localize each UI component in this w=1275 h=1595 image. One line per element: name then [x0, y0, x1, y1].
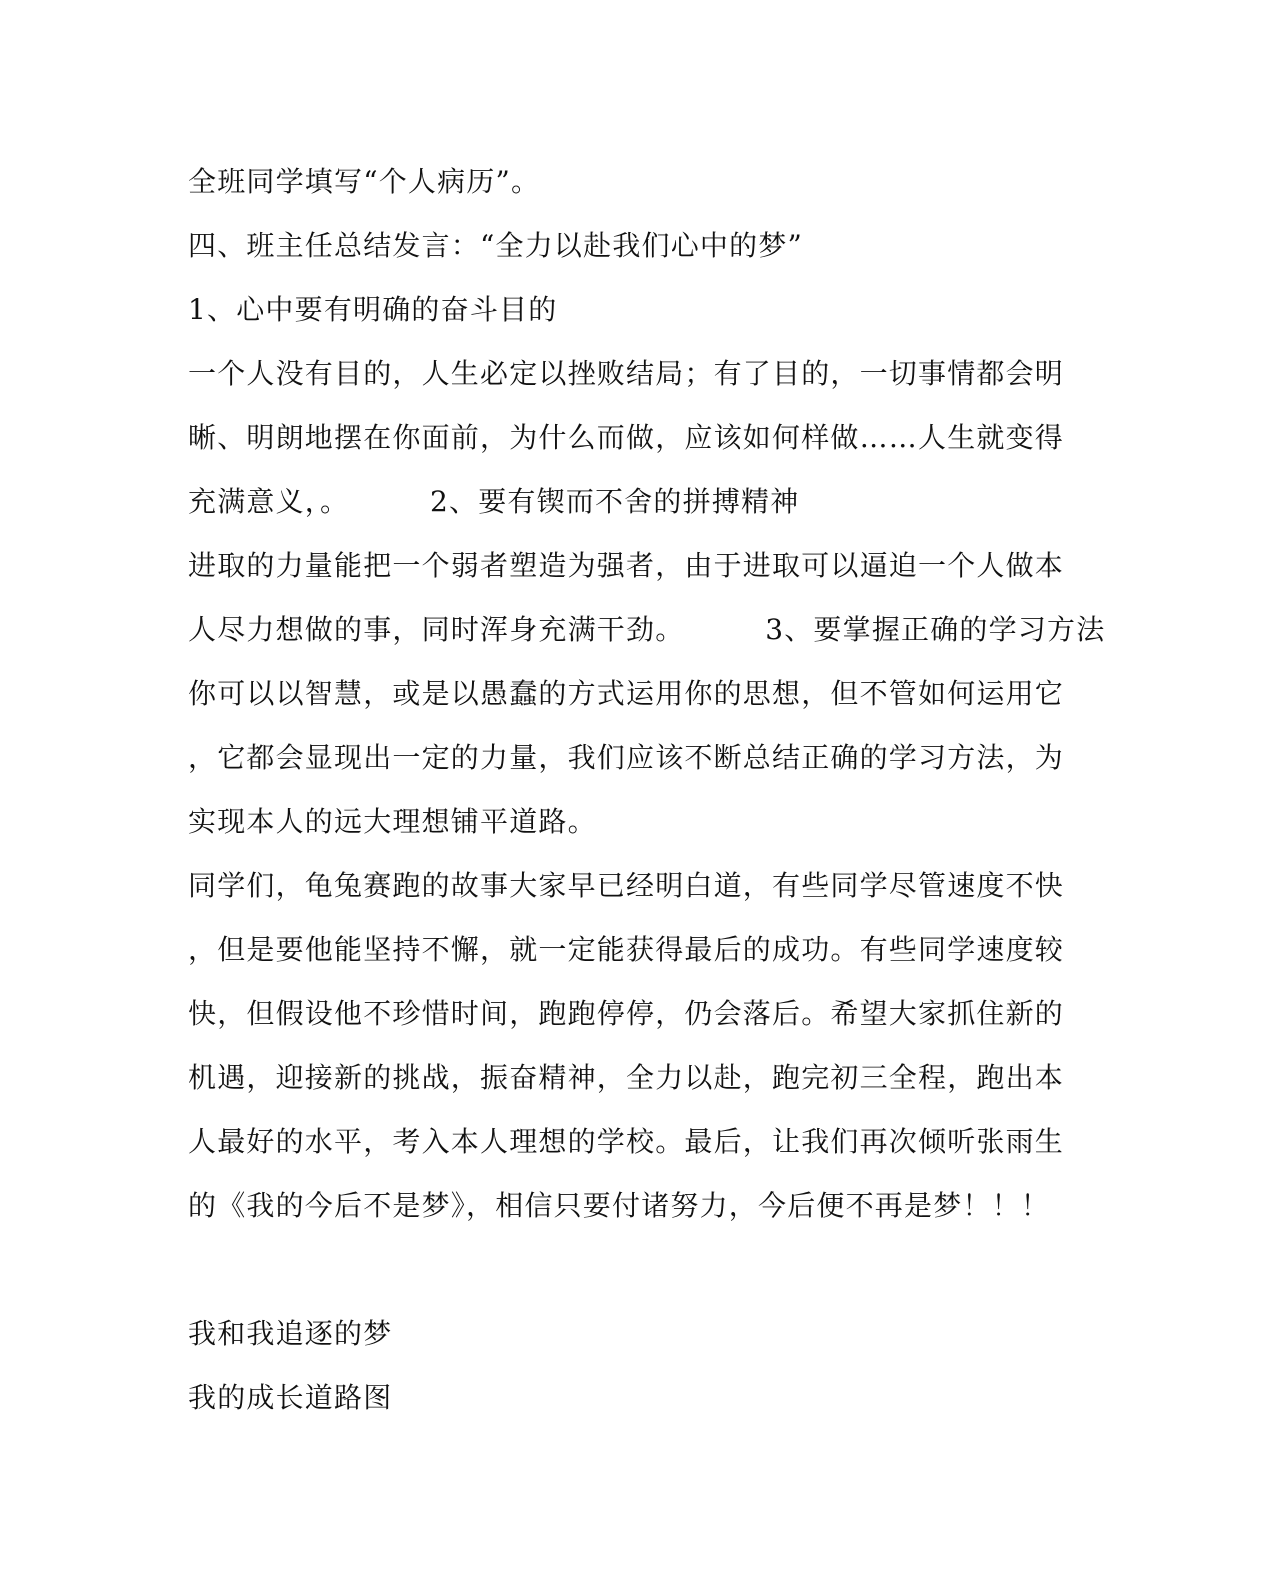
title-line: 我的成长道路图 — [188, 1381, 393, 1414]
text-line: 晰、明朗地摆在你面前，为什么而做，应该如何样做……人生就变得 — [188, 421, 1065, 454]
text-line: 同学们，龟兔赛跑的故事大家早已经明白道，有些同学尽管速度不快 — [188, 869, 1065, 902]
text-line: 人尽力想做的事，同时浑身充满干劲。 3、要掌握正确的学习方法 — [188, 613, 1106, 646]
text-line: 人最好的水平，考入本人理想的学校。最后，让我们再次倾听张雨生 — [188, 1125, 1065, 1158]
text-line: ，但是要他能坚持不懈，就一定能获得最后的成功。有些同学速度较 — [188, 933, 1065, 966]
text-line: 全班同学填写“个人病历”。 — [188, 165, 541, 198]
section-heading: 四、班主任总结发言：“全力以赴我们心中的梦” — [188, 229, 804, 262]
title-line: 我和我追逐的梦 — [188, 1317, 393, 1350]
text-line: 机遇，迎接新的挑战，振奋精神，全力以赴，跑完初三全程，跑出本 — [188, 1061, 1065, 1094]
text-line: 进取的力量能把一个弱者塑造为强者，由于进取可以逼迫一个人做本 — [188, 549, 1065, 582]
text-line: 实现本人的远大理想铺平道路。 — [188, 805, 597, 838]
text-line: 你可以以智慧，或是以愚蠢的方式运用你的思想，但不管如何运用它 — [188, 677, 1065, 710]
text-line: 一个人没有目的，人生必定以挫败结局；有了目的，一切事情都会明 — [188, 357, 1065, 390]
text-line: 快，但假设他不珍惜时间，跑跑停停，仍会落后。希望大家抓住新的 — [188, 997, 1065, 1030]
subheading: 1、心中要有明确的奋斗目的 — [188, 293, 558, 326]
text-line: ，它都会显现出一定的力量，我们应该不断总结正确的学习方法，为 — [188, 741, 1065, 774]
text-line: 充满意义，。 2、要有锲而不舍的拼搏精神 — [188, 485, 800, 518]
text-line: 的《我的今后不是梦》，相信只要付诸努力，今后便不再是梦！！！ — [188, 1189, 1051, 1222]
